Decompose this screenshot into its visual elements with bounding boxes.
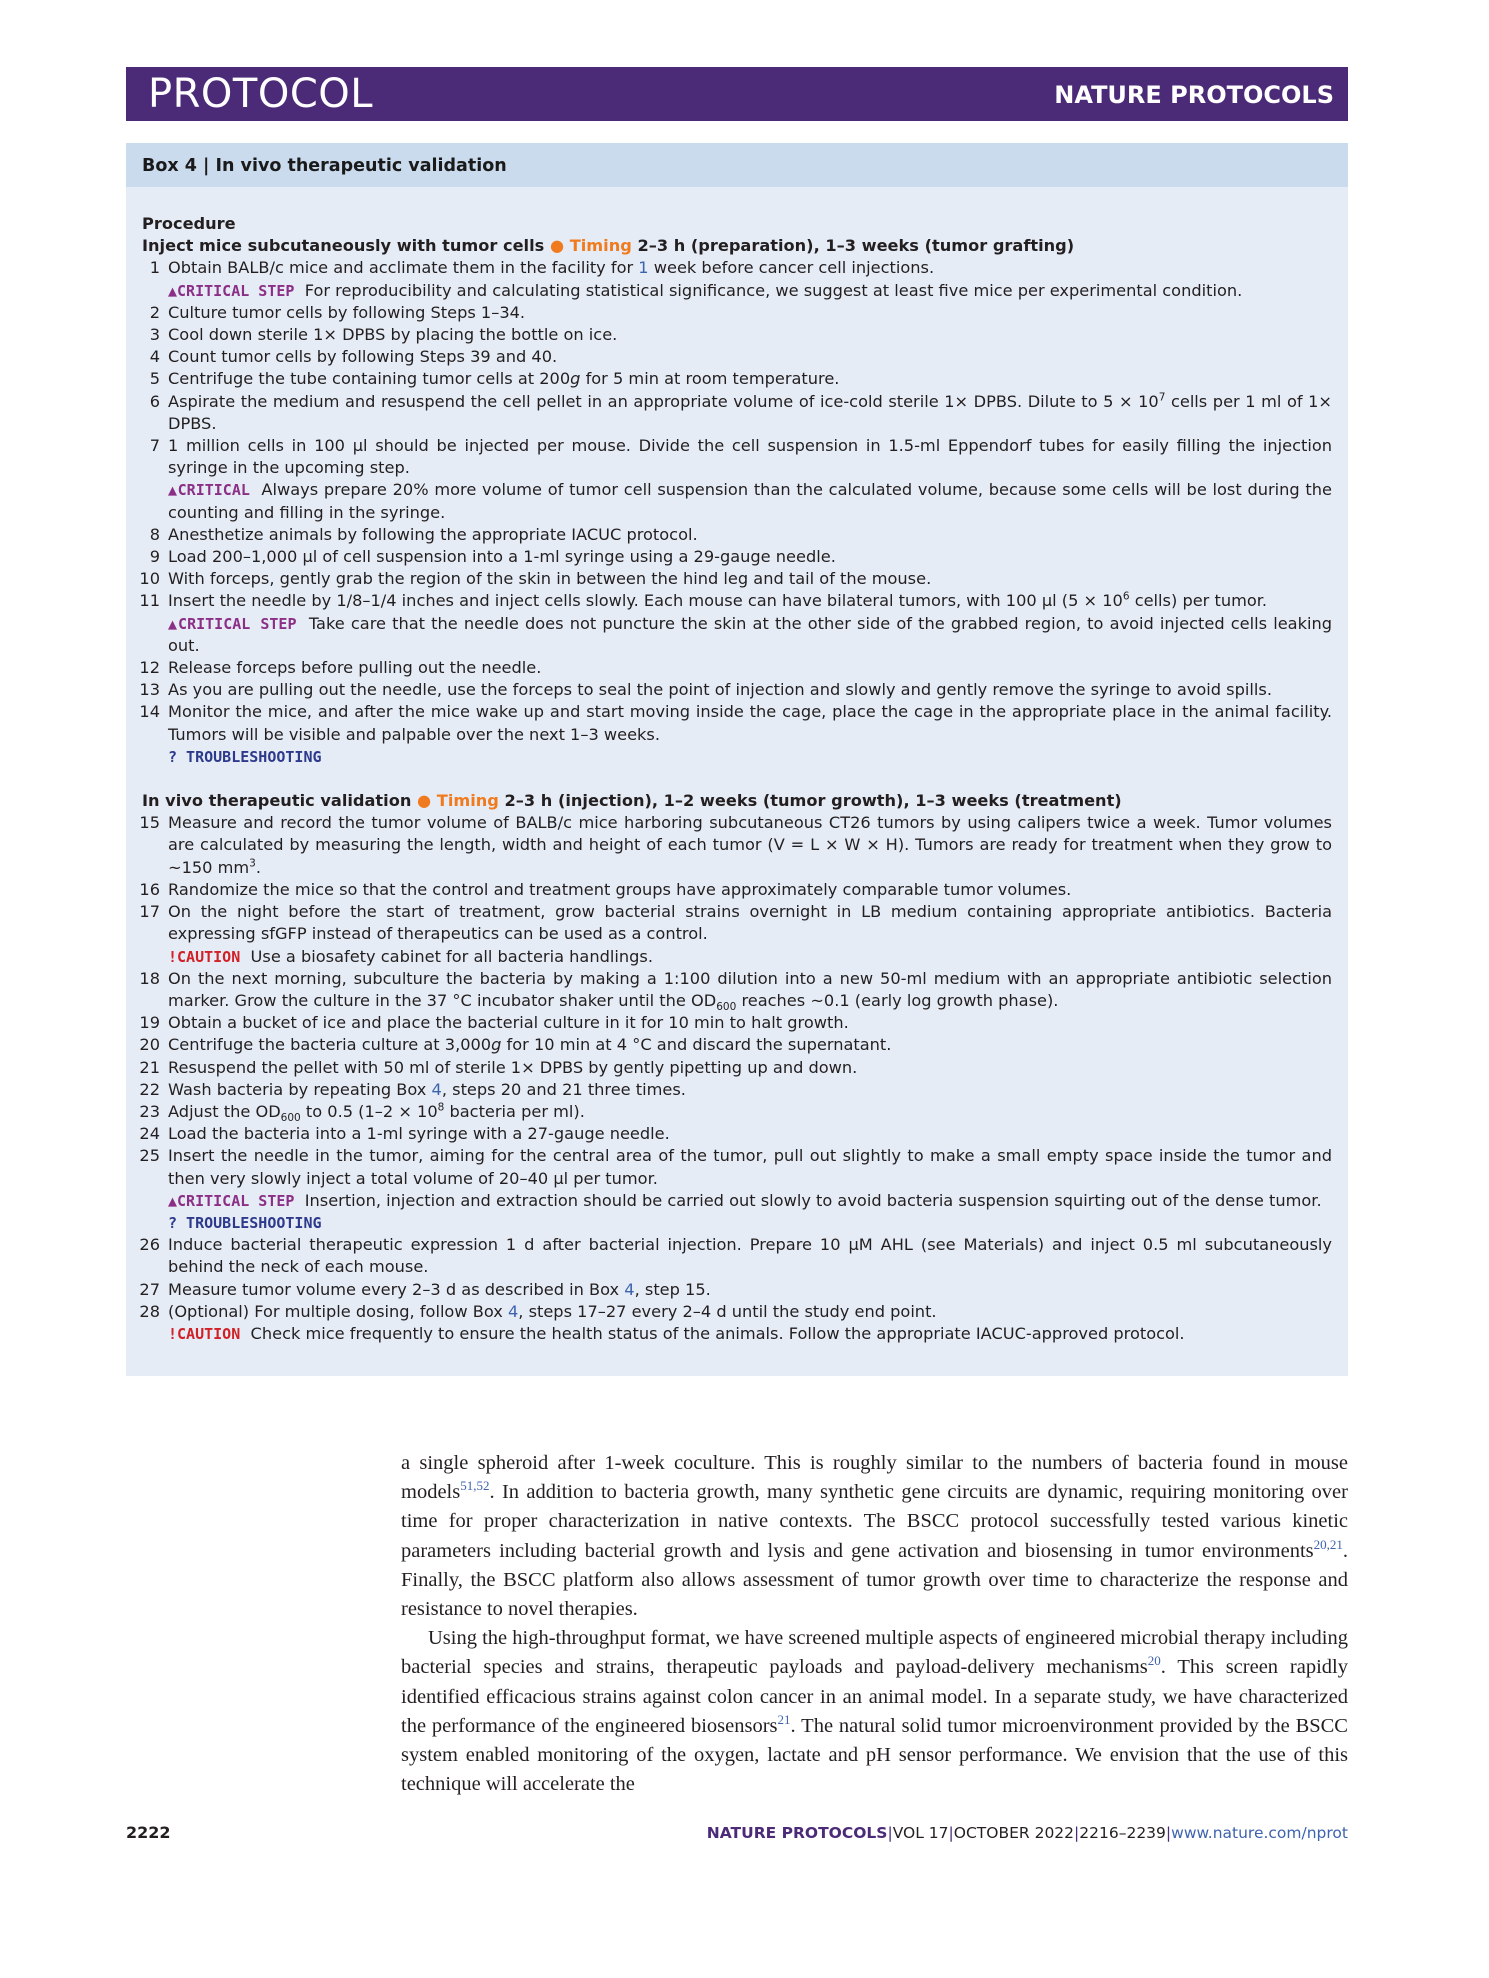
step: 26 Induce bacterial therapeutic expression 1 d after bacterial injection. Prepare 10 µM AHL (see Materials) and inject 0.5 ml subcutaneously behind the neck of each mouse. — [139, 1235, 1332, 1277]
step: 22 Wash bacteria by repeating Box 4, steps 20 and 21 three times. — [139, 1079, 686, 1099]
step: 15 Measure and record the tumor volume of BALB/c mice harboring subcutaneous CT26 tumors by using calipers twice a week. Tumor volumes are calculated by measuring the length, width and height of each tumor (V = L × W × H). Tumors are ready for treatment when they grow to ~150 $mm^3$. — [139, 813, 1332, 877]
citation-link[interactable]: 20 — [1147, 1653, 1161, 1669]
step: 4 Count tumor cells by following Steps 39 and 40. — [149, 347, 558, 367]
section2-title: In vivo therapeutic validation — [142, 791, 412, 811]
troubleshooting-link[interactable]: ? TROUBLESHOOTING — [168, 747, 322, 766]
caution-tag: !CAUTION — [168, 1324, 241, 1343]
step: 14 Monitor the mice, and after the mice wake up and start moving inside the cage, place the cage in the appropriate place in the animal facility. Tumors will be visible and palpable over the next 1–3 weeks. — [139, 702, 1332, 744]
main-body-text — [401, 1449, 1348, 1799]
step: 28 (Optional) For multiple dosing, follow Box 4, steps 17–27 every 2–4 d until the study end point. — [139, 1301, 937, 1321]
section2-timing: 2–3 h (injection), 1–2 weeks (tumor growth), 1–3 weeks (treatment) — [504, 791, 1122, 811]
troubleshooting-link[interactable]: ? TROUBLESHOOTING — [168, 1213, 322, 1232]
ref-link[interactable]: 1 — [638, 258, 649, 278]
box-title: Box 4 | In vivo therapeutic validation — [142, 156, 507, 176]
step: 6 Aspirate the medium and resuspend the cell pellet in an appropriate volume of ice-cold sterile 1× DPBS. Dilute to $5 \times 10^7$ cells per 1 ml of 1× DPBS. — [149, 391, 1332, 433]
ref-link[interactable]: 4 — [507, 1301, 519, 1321]
step: 17 On the night before the start of treatment, grow bacterial strains overnight in LB medium containing appropriate antibiotics. Bacteria expressing sfGFP instead of therapeutics can be used as a control. — [139, 902, 1332, 944]
footer-pages: 2216–2239 — [1079, 1824, 1166, 1842]
footer-volume: VOL 17 — [892, 1824, 949, 1842]
protocol-box — [126, 143, 1348, 1376]
critical-step-note: ▲CRITICAL STEP For reproducibility and calculating statistical significance, we suggest at least five mice per experimental condition. — [168, 280, 1243, 300]
ref-link[interactable]: 4 — [431, 1079, 442, 1099]
critical-step-tag: ▲CRITICAL STEP — [168, 1191, 295, 1210]
procedure-label: Procedure — [142, 214, 236, 233]
paragraph: a single spheroid after 1-week coculture. This is roughly similar to the numbers of bacteria found in mouse models$^{51,52}$. In addition to bacteria growth, many synthetic gene circuits are dynamic, requiring monitoring over time for proper characterization in native contexts. The BSCC protocol successfully tested various kinetic parameters including bacterial growth and lysis and gene activation and biosensing in tumor environments$^{20,21}$. Finally, the BSCC platform also allows assessment of tumor growth over time to characterize the response and resistance to novel therapies. — [401, 1452, 1348, 1621]
critical-note: ▲CRITICAL Always prepare 20% more volume of tumor cell suspension than the calculated volume, because some cells will be lost during the counting and filling in the syringe. — [168, 480, 1332, 522]
footer-date: OCTOBER 2022 — [953, 1824, 1075, 1842]
citation-link[interactable]: 21 — [777, 1712, 791, 1727]
step: 20 Centrifuge the bacteria culture at 3,000g for 10 min at 4 °C and discard the supernatant. — [139, 1035, 892, 1055]
troubleshooting-note — [142, 746, 1332, 768]
step: 27 Measure tumor volume every 2–3 d as described in Box 4, step 15. — [139, 1279, 711, 1299]
caution-note: !CAUTION Use a biosafety cabinet for all bacteria handlings. — [168, 946, 653, 966]
step: 12 Release forceps before pulling out the needle. — [139, 658, 542, 678]
footer-url-link[interactable]: www.nature.com/nprot — [1171, 1824, 1348, 1842]
step: 18 On the next morning, subculture the bacteria by making a 1:100 dilution into a new 50-ml medium with an appropriate antibiotic selection marker. Grow the culture in the 37 °C incubator shaker until the $OD_{600}$ reaches ~0.1 (early log growth phase). — [139, 968, 1332, 1014]
caution-note: !CAUTION Check mice frequently to ensure the health status of the animals. Follow the appropriate IACUC-approved protocol. — [168, 1323, 1185, 1343]
step: 1 Obtain BALB/c mice and acclimate them in the facility for 1 week before cancer cell injections. — [149, 258, 935, 278]
step: 11 Insert the needle by 1/8–1/4 inches and inject cells slowly. Each mouse can have bilateral tumors, with 100 µl ($5 \times 10^6$ cells) per tumor. — [139, 591, 1268, 611]
step: 25 Insert the needle in the tumor, aiming for the central area of the tumor, pull out slightly to make a small empty space inside the tumor and then very slowly inject a total volume of 20–40 µl per tumor. — [139, 1146, 1332, 1188]
journal-label: NATURE PROTOCOLS — [1054, 81, 1334, 109]
page-header — [126, 67, 1348, 121]
footer-journal: NATURE PROTOCOLS — [706, 1824, 888, 1842]
section-heading-1 — [142, 235, 1332, 257]
critical-step-note: ▲CRITICAL STEP Insertion, injection and extraction should be carried out slowly to avoid bacteria suspension squirting out of the dense tumor. — [168, 1190, 1322, 1210]
citation-link[interactable]: 20,21 — [1313, 1536, 1343, 1552]
timing-label: Timing — [569, 236, 632, 256]
step: 24 Load the bacteria into a 1-ml syringe with a 27-gauge needle. — [139, 1124, 670, 1144]
section-label: PROTOCOL — [148, 71, 374, 117]
step: 16 Randomize the mice so that the control and treatment groups have approximately comparable tumor volumes. — [139, 879, 1072, 899]
section-heading-2 — [142, 790, 1332, 812]
step: 8 Anesthetize animals by following the appropriate IACUC protocol. — [149, 524, 698, 544]
page-number: 2222 — [126, 1823, 171, 1842]
step: 19 Obtain a bucket of ice and place the bacterial culture in it for 10 min to halt growth. — [139, 1013, 849, 1033]
critical-step-note: ▲CRITICAL STEP Take care that the needle does not puncture the skin at the other side of the grabbed region, to avoid injected cells leaking out. — [168, 613, 1333, 655]
step: 3 Cool down sterile 1× DPBS by placing the bottle on ice. — [149, 325, 618, 345]
step: 2 Culture tumor cells by following Steps 1–34. — [149, 302, 526, 322]
timing-dot-icon: ● — [417, 791, 432, 811]
section1-timing: 2–3 h (preparation), 1–3 weeks (tumor grafting) — [637, 236, 1075, 256]
section1-title: Inject mice subcutaneously with tumor cells — [142, 236, 545, 256]
step: 7 1 million cells in 100 µl should be injected per mouse. Divide the cell suspension in 1.5-ml Eppendorf tubes for easily filling the injection syringe in the upcoming step. — [149, 436, 1332, 478]
critical-tag: ▲CRITICAL — [168, 481, 250, 500]
troubleshooting-note — [142, 1212, 1332, 1234]
footer-citation: NATURE PROTOCOLS|VOL 17|OCTOBER 2022|2216–2239|www.nature.com/nprot — [706, 1824, 1348, 1842]
paragraph: Using the high-throughput format, we have screened multiple aspects of engineered microbial therapy including bacterial species and strains, therapeutic payloads and payload-delivery mechanisms$^{20}$. This screen rapidly identified efficacious strains against colon cancer in an animal model. In a separate study, we have characterized the performance of the engineered biosensors$^{21}$. The natural solid tumor microenvironment provided by the BSCC system enabled monitoring of the oxygen, lactate and pH sensor performance. We envision that the use of this technique will accelerate the — [401, 1627, 1348, 1796]
step: 13 As you are pulling out the needle, use the forceps to seal the point of injection and slowly and gently remove the syringe to avoid spills. — [139, 680, 1272, 700]
timing-label: Timing — [436, 791, 499, 811]
step: 10 With forceps, gently grab the region of the skin in between the hind leg and tail of the mouse. — [139, 569, 932, 589]
citation-link[interactable]: 51,52 — [460, 1478, 490, 1494]
box-title-bar — [126, 143, 1348, 187]
ref-link[interactable]: 4 — [624, 1279, 635, 1299]
timing-dot-icon: ● — [549, 236, 565, 256]
step: 5 Centrifuge the tube containing tumor cells at 200g for 5 min at room temperature. — [149, 369, 840, 389]
critical-step-tag: ▲CRITICAL STEP — [168, 281, 295, 300]
caution-tag: !CAUTION — [168, 947, 241, 966]
step: 23 Adjust the $OD_{600}$ to 0.5 ($1-2 \times 10^8$ bacteria per ml). — [139, 1101, 585, 1125]
box-body — [139, 213, 1333, 1345]
step: 21 Resuspend the pellet with 50 ml of sterile 1× DPBS by gently pipetting up and down. — [139, 1057, 858, 1077]
critical-step-tag: ▲CRITICAL STEP — [168, 614, 297, 633]
step: 9 Load 200–1,000 µl of cell suspension into a 1-ml syringe using a 29-gauge needle. — [149, 547, 836, 567]
